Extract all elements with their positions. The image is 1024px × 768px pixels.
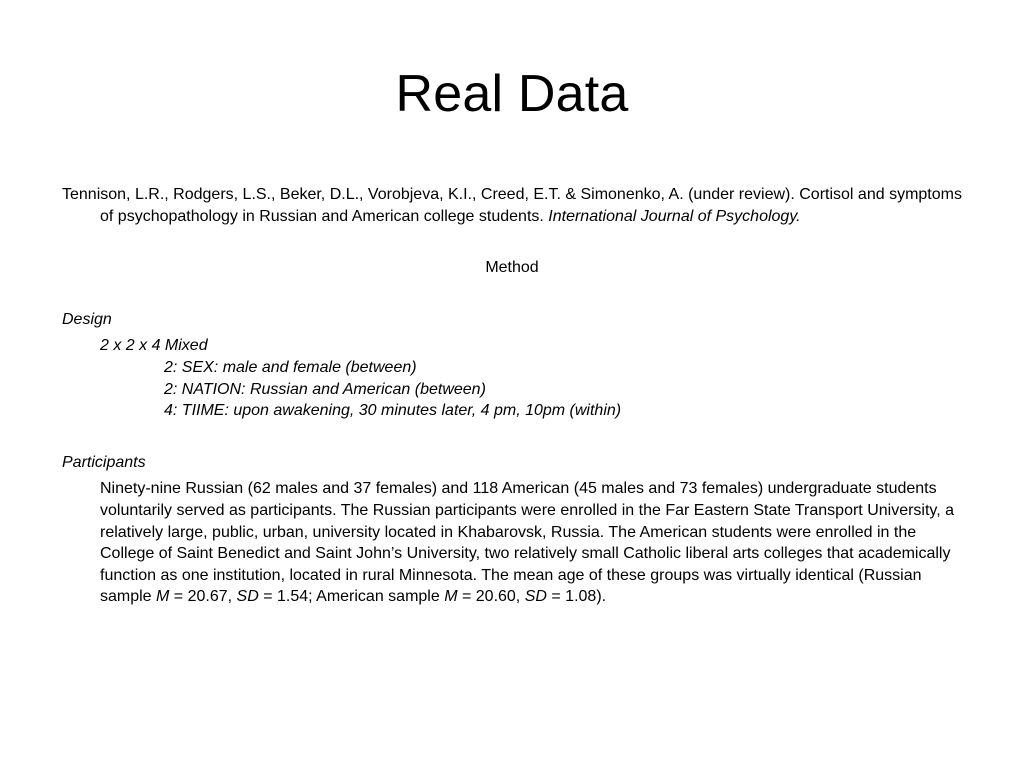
participants-text: = 20.67, bbox=[169, 588, 237, 606]
stat-m-american: M bbox=[444, 588, 458, 606]
stat-sd-russian: SD bbox=[236, 588, 259, 606]
participants-text: = 1.08). bbox=[546, 588, 607, 606]
slide-title: Real Data bbox=[395, 65, 629, 123]
design-line: 2 x 2 x 4 Mixed bbox=[100, 337, 208, 355]
citation-authors: Tennison, L.R., Rodgers, L.S., Beker, D.L., Vorobjeva, K.I., Creed, E.T. & Simonenko, A. (under review). Cortisol and symptoms of psychopathology in Russian and American college students. bbox=[62, 186, 962, 225]
design-factor-nation: 2: NATION: Russian and American (between) bbox=[164, 380, 486, 398]
design-heading: Design bbox=[62, 310, 112, 328]
participants-paragraph bbox=[62, 478, 962, 608]
participants-text: Ninety-nine Russian (62 males and 37 females) and 118 American (45 males and 73 females) undergraduate students voluntarily served as participants. The Russian participants were enrolled in the Far Eastern State Transport University, a relatively large, public, urban, university located in Khabarovsk, Russia. The American students were enrolled in the College of Saint Benedict and Saint John’s University, two relatively small Catholic liberal arts colleges that academically function as one institution, located in rural Minnesota. The mean age of these groups was virtually identical (Russian sample bbox=[100, 480, 955, 606]
stat-m-russian: M bbox=[156, 588, 170, 606]
participants-heading: Participants bbox=[62, 453, 146, 471]
design-factor-sex: 2: SEX: male and female (between) bbox=[164, 358, 417, 376]
method-heading: Method bbox=[485, 259, 539, 277]
citation-journal: International Journal of Psychology. bbox=[548, 207, 801, 225]
citation bbox=[62, 184, 962, 227]
stat-sd-american: SD bbox=[524, 588, 547, 606]
participants-text: = 20.60, bbox=[457, 588, 525, 606]
participants-text: = 1.54; American sample bbox=[258, 588, 445, 606]
design-factor-time: 4: TIIME: upon awakening, 30 minutes later, 4 pm, 10pm (within) bbox=[164, 402, 622, 420]
slide-body bbox=[62, 184, 962, 608]
